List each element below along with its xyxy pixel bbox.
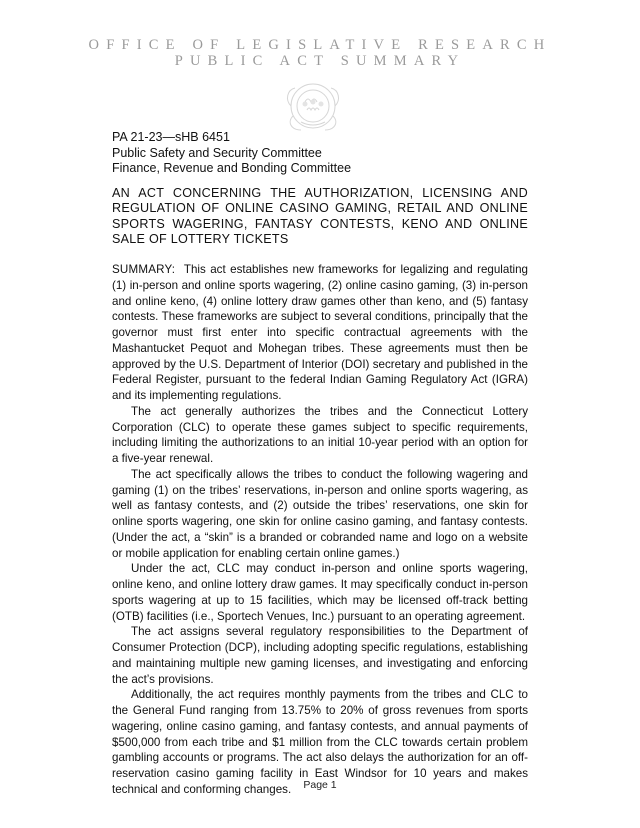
office-name: OFFICE OF LEGISLATIVE RESEARCH <box>88 37 552 53</box>
summary-section <box>112 262 528 798</box>
committee-public-safety: Public Safety and Security Committee <box>112 145 322 160</box>
summary-paragraph-4: Under the act, CLC may conduct in-person and online sports wagering, online keno, and online lottery draw games. It may specifically conduct in-person sports wagering at up to 15 facilities, which may be licensed off-track betting (OTB) facilities (i.e., Sportech Venues, Inc.) pursuant to an operating agreement. <box>112 562 528 623</box>
act-title: AN ACT CONCERNING THE AUTHORIZATION, LICENSING AND REGULATION OF ONLINE CASINO GAMING, RETAIL AND ONLINE SPORTS WAGERING, FANTASY CONTESTS, KENO AND ONLINE SALE OF LOTTERY TICKETS <box>112 186 528 246</box>
summary-text-1: This act establishes new frameworks for legalizing and regulating (1) in-person and online sports wagering, (2) online casino gaming, (3) in-person and online keno, (4) online lottery draw games other than keno, and (5) fantasy contests. These frameworks are subject to several conditions, principally that the governor must first enter into specific contractual agreements with the Mashantucket Pequot and Mohegan tribes. These agreements must then be approved by the U.S. Department of Interior (DOI) secretary and published in the Federal Register, pursuant to the federal Indian Gaming Regulatory Act (IGRA) and its implementing regulations. <box>112 263 529 402</box>
summary-paragraph-5: The act assigns several regulatory responsibilities to the Department of Consumer Protection (DCP), including adopting specific regulations, establishing and maintaining multiple new gaming licenses, and investigating and enforcing the act’s provisions. <box>112 625 528 686</box>
summary-paragraph-1 <box>112 262 528 404</box>
summary-paragraph-3: The act specifically allows the tribes to conduct the following wagering and gaming (1) on the tribes’ reservations, in-person and online sports wagering, as well as fantasy contests, and (2) outside the tribes’ reservations, one skin for online sports wagering, one skin for online casino gaming, and fantasy contests. (Under the act, a “skin” is a branded or cobranded name and logo on a website or mobile application for enabling certain online games.) <box>112 467 528 560</box>
summary-paragraph-6: Additionally, the act requires monthly payments from the tribes and CLC to the General Fund ranging from 13.75% to 20% of gross revenues from sports wagering, online casino gaming, and fantasy contests, and annual payments of $500,000 from each tribe and $1 million from the CLC towards certain problem gambling accounts or programs. The act also delays the authorization for an off-reservation casino gaming facility in East Windsor for 10 years and makes technical and conforming changes. <box>112 688 528 796</box>
page-number: Page 1 <box>303 779 337 791</box>
summary-paragraph-2: The act generally authorizes the tribes and the Connecticut Lottery Corporation (CLC) to operate these games subject to specific requirements, including limiting the authorizations to an initial 10-year period with an option for a five-year renewal. <box>112 404 528 465</box>
summary-label: SUMMARY: <box>112 263 176 276</box>
act-info <box>112 130 532 177</box>
act-number: PA 21-23—sHB 6451 <box>112 130 230 144</box>
committee-finance: Finance, Revenue and Bonding Committee <box>112 161 352 175</box>
office-header <box>0 37 640 69</box>
state-seal-icon <box>283 76 343 136</box>
document-type: PUBLIC ACT SUMMARY <box>174 53 466 69</box>
